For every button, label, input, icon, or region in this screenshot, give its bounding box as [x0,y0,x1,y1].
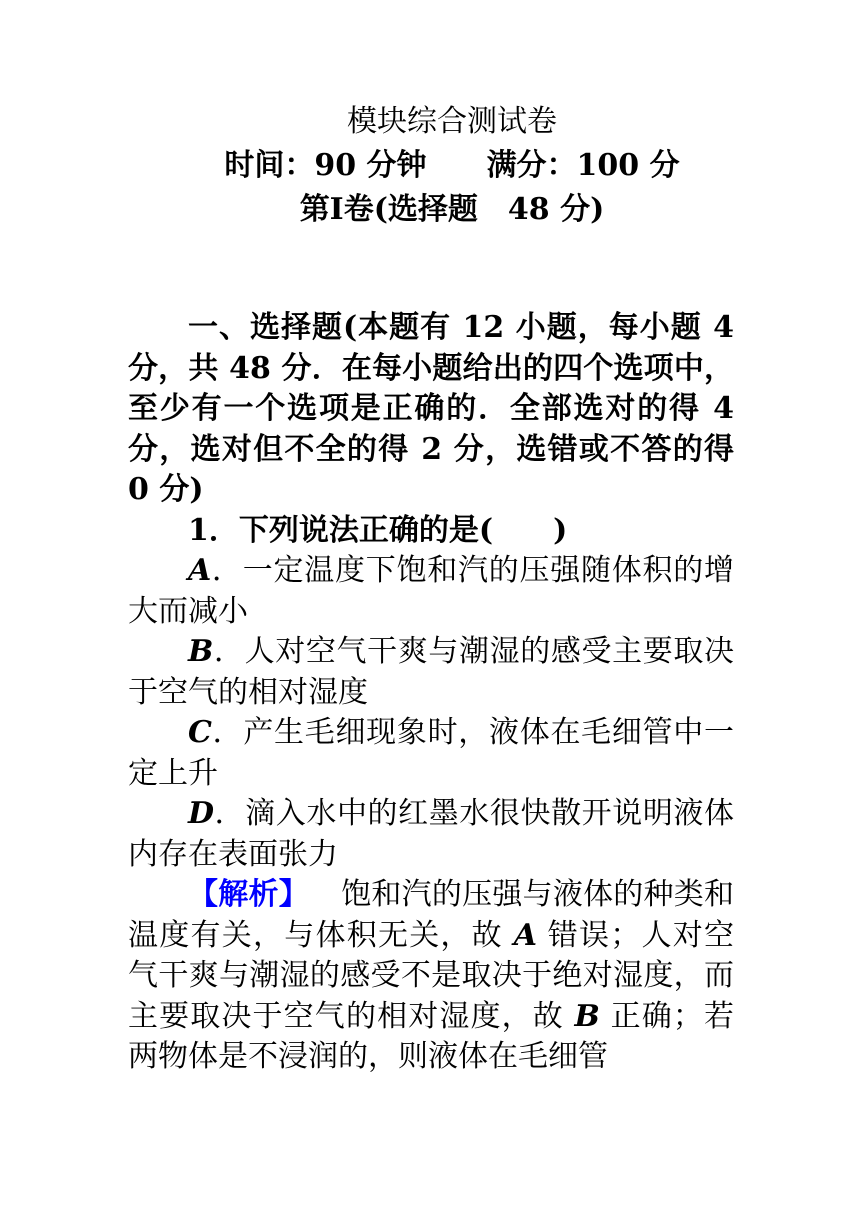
analysis-text: 饱和汽的压强与液体的种类和温度有关，与体积无关，故 [128,877,735,953]
analysis-letter-b: B [574,998,600,1034]
full-score: 满分：100 分 [486,148,680,183]
exam-meta [170,144,734,188]
analysis-letter-a: A [513,917,537,953]
option-a [128,551,734,632]
option-c [128,713,734,794]
option-d [128,794,734,875]
option-letter: A [188,553,212,588]
option-b [128,632,734,713]
time-limit: 时间：90 分钟 [224,148,427,183]
section-instructions: 一、选择题(本题有 12 小题，每小题 4 分，共 48 分．在每小题给出的四个选项中，至少有一个选项是正确的．全部选对的得 4 分，选对但不全的得 2 分，选错或不答的得 0 分) [128,310,734,507]
document-header [128,100,734,232]
option-letter: B [188,634,214,669]
analysis-tag: 【解析】 [188,877,309,912]
option-letter: C [188,715,212,750]
option-text: ．一定温度下饱和汽的压强随体积的增大而减小 [128,553,734,629]
analysis-paragraph [128,875,734,1078]
option-text: ．产生毛细现象时，液体在毛细管中一定上升 [128,715,734,791]
volume-title: 第Ⅰ卷(选择题 48 分) [299,192,605,227]
question-stem [128,511,734,552]
option-text: ．人对空气干爽与潮湿的感受主要取决于空气的相对湿度 [128,634,734,710]
option-letter: D [188,796,215,831]
analysis-text: 正确；若两物体是不浸润的，则液体在毛细管 [128,998,734,1074]
document-page [128,100,734,1078]
option-text: ．滴入水中的红墨水很快散开说明液体内存在表面张力 [128,796,734,872]
analysis-text: 错误；人对空气干爽与潮湿的感受不是取决于绝对湿度，而主要取决于空气的相对湿度，故 [128,917,734,1034]
page-title: 模块综合测试卷 [347,104,557,139]
question-stem-text: 1．下列说法正确的是( ) [188,512,568,548]
